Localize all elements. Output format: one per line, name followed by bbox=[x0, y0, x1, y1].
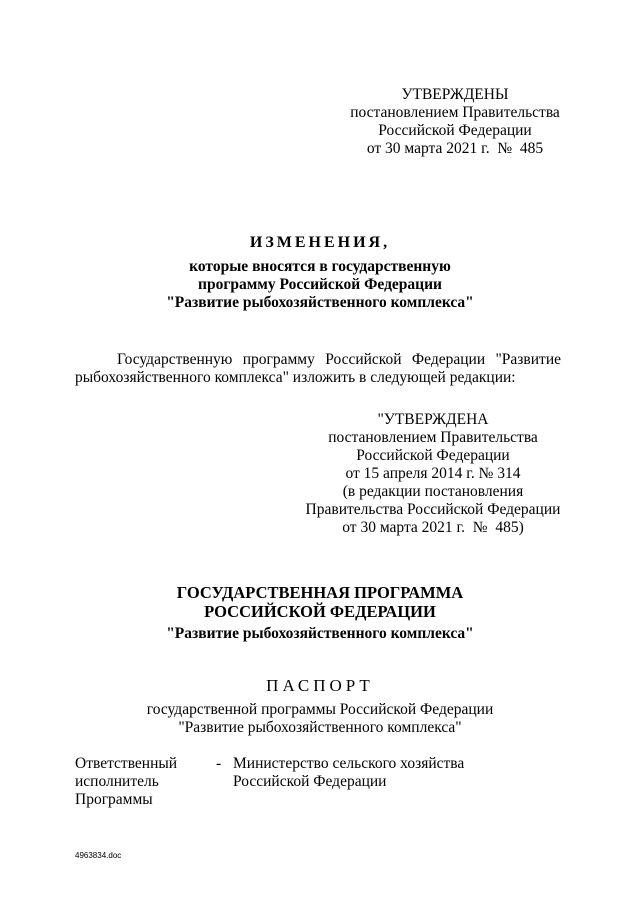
responsible-value-line: Министерство сельского хозяйства bbox=[233, 755, 465, 772]
approval-line: УТВЕРЖДЕНЫ bbox=[401, 86, 509, 103]
approval-line: (в редакции постановления bbox=[342, 483, 524, 500]
approval-stamp-top bbox=[330, 86, 580, 158]
approval-line: постановлением Правительства bbox=[350, 104, 560, 121]
approval-line: Российской Федерации bbox=[378, 122, 532, 139]
approval-line: Правительства Российской Федерации bbox=[305, 501, 561, 518]
passport-title: ПАСПОРТ bbox=[266, 676, 374, 695]
changes-subtitle-line: программу Российской Федерации bbox=[198, 276, 442, 293]
changes-subtitle-line: "Развитие рыбохозяйственного комплекса" bbox=[166, 294, 474, 311]
responsible-dash: - bbox=[216, 755, 222, 772]
document-code: 4963834.doc bbox=[75, 851, 122, 860]
passport-subtitle bbox=[0, 701, 640, 737]
approval-line: "УТВЕРЖДЕНА bbox=[377, 411, 489, 428]
intro-line: рыбохозяйственного комплекса" изложить в следующей редакции: bbox=[75, 369, 516, 386]
responsible-label-line: Программы bbox=[75, 791, 153, 808]
changes-subtitle-line: которые вносятся в государственную bbox=[189, 258, 451, 275]
passport-subtitle-line: "Развитие рыбохозяйственного комплекса" bbox=[178, 719, 462, 736]
program-heading-line: ГОСУДАРСТВЕННАЯ ПРОГРАММА bbox=[176, 583, 464, 602]
approval-line: от 30 марта 2021 г. № 485) bbox=[342, 519, 524, 536]
changes-title: ИЗМЕНЕНИЯ, bbox=[249, 234, 391, 251]
approval-line: от 30 марта 2021 г. № 485 bbox=[366, 140, 544, 157]
responsible-value-line: Российской Федерации bbox=[233, 773, 387, 790]
changes-subtitle bbox=[0, 258, 640, 312]
approval-line: Российской Федерации bbox=[356, 447, 510, 464]
program-heading bbox=[0, 583, 640, 621]
approval-line: постановлением Правительства bbox=[328, 429, 538, 446]
intro-paragraph bbox=[75, 351, 561, 387]
responsible-label-line: Ответственный bbox=[75, 755, 178, 772]
approval-line: от 15 апреля 2014 г. № 314 bbox=[345, 465, 521, 482]
program-name: "Развитие рыбохозяйственного комплекса" bbox=[166, 625, 474, 642]
passport-subtitle-line: государственной программы Российской Федерации bbox=[146, 701, 494, 718]
responsible-value bbox=[233, 755, 533, 791]
responsible-label-line: исполнитель bbox=[75, 773, 159, 790]
responsible-label bbox=[75, 755, 215, 809]
intro-line: Государственную программу Российской Федерации "Развитие bbox=[117, 351, 561, 368]
approval-stamp-program bbox=[300, 411, 566, 537]
program-heading-line: РОССИЙСКОЙ ФЕДЕРАЦИИ bbox=[204, 602, 436, 621]
